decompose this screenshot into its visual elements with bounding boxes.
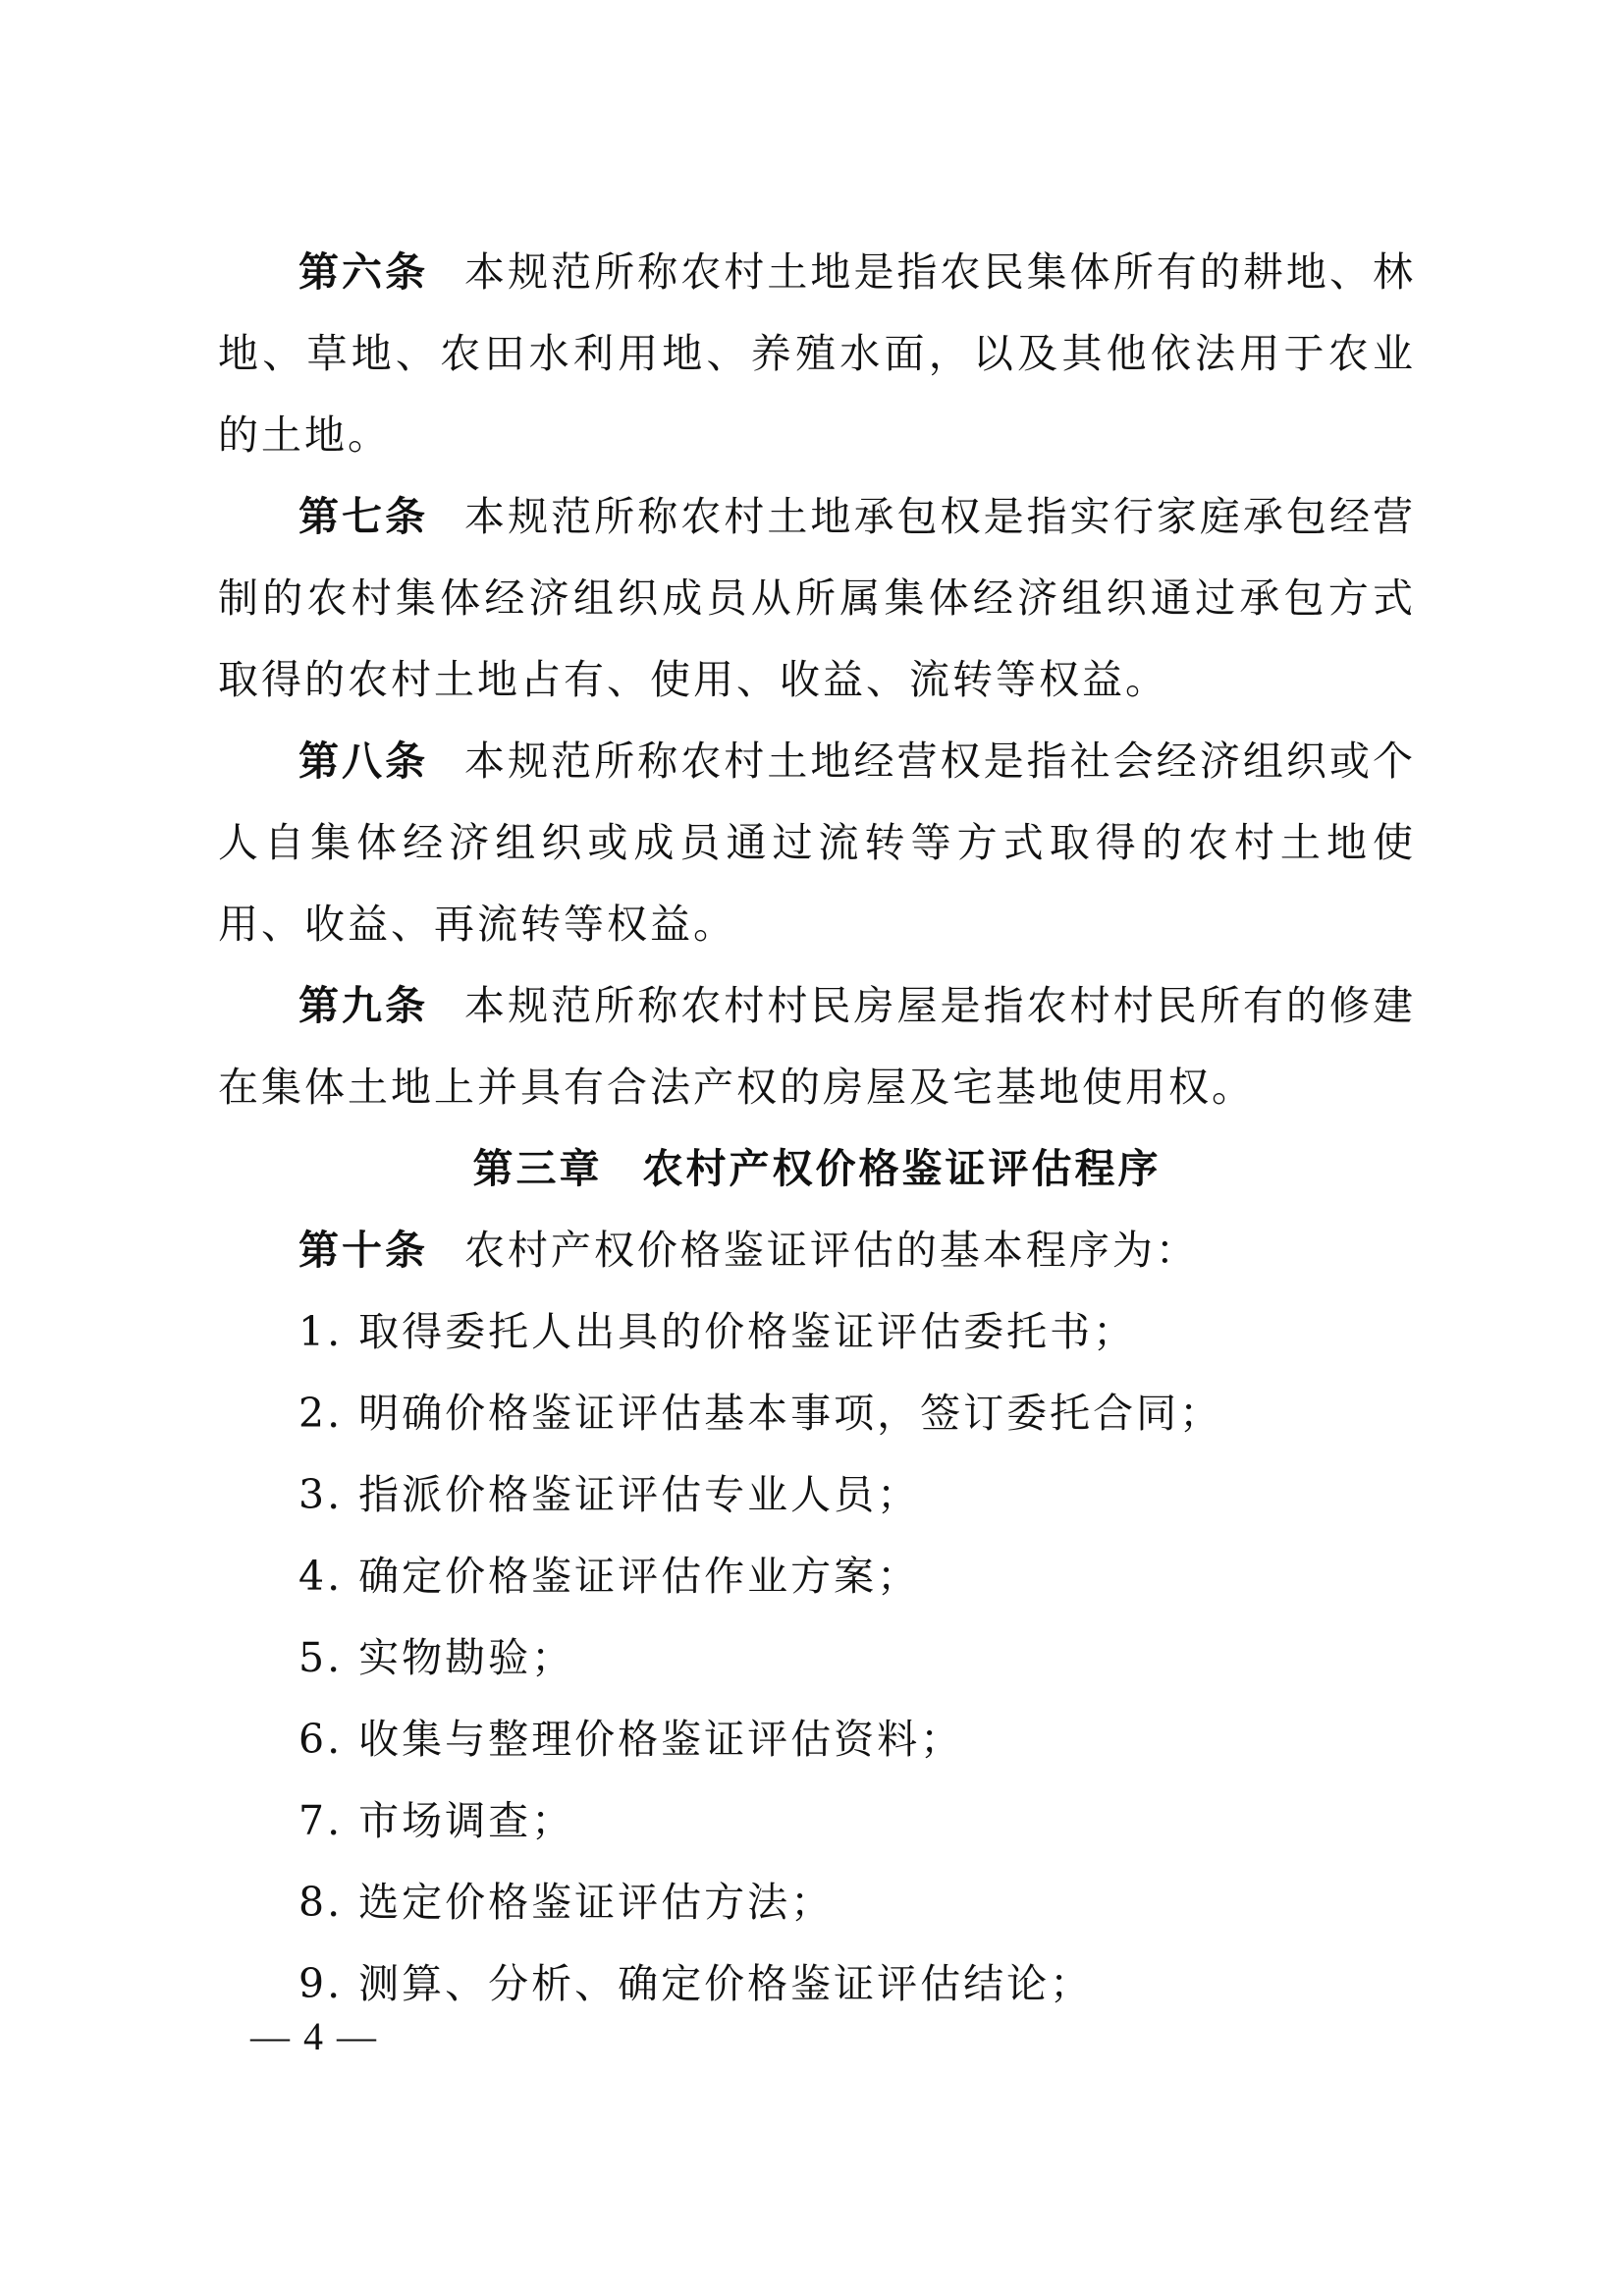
chapter-heading xyxy=(218,1128,1416,1210)
article-label: 第十条 xyxy=(298,1227,428,1274)
article-text: 本规范所称农村土地承包权是指实行家庭承包经营制的农村集体经济组织成员从所属集体经济组织通过承包方式取得的农村土地占有、使用、收益、流转等权益。 xyxy=(218,493,1416,703)
article-label: 第七条 xyxy=(298,493,429,540)
article-text: 本规范所称农村村民房屋是指农村村民所有的修建在集体土地上并具有合法产权的房屋及宅基地使用权。 xyxy=(218,982,1416,1111)
article-8 xyxy=(218,721,1416,965)
page-body xyxy=(218,232,1416,2025)
article-9 xyxy=(218,965,1416,1128)
article-text: 本规范所称农村土地是指农民集体所有的耕地、林地、草地、农田水利用地、养殖水面，以及其他依法用于农业的土地。 xyxy=(218,248,1416,459)
list-item: 1. 取得委托人出具的价格鉴证评估委托书； xyxy=(298,1308,1137,1355)
list-item: 7. 市场调查； xyxy=(298,1797,575,1844)
list-item: 8. 选定价格鉴证评估方法； xyxy=(298,1879,835,1926)
article-text: 本规范所称农村土地经营权是指社会经济组织或个人自集体经济组织或成员通过流转等方式取得的农村土地使用、收益、再流转等权益。 xyxy=(218,738,1416,948)
article-6 xyxy=(218,232,1416,476)
chapter-number: 第三章 xyxy=(472,1145,603,1192)
list-item: 9. 测算、分析、确定价格鉴证评估结论； xyxy=(298,1960,1094,2007)
list-item: 2. 明确价格鉴证评估基本事项，签订委托合同； xyxy=(298,1390,1223,1437)
article-10 xyxy=(218,1210,1416,1291)
procedure-steps xyxy=(218,1291,1416,2025)
list-item: 3. 指派价格鉴证评估专业人员； xyxy=(298,1471,921,1518)
article-label: 第六条 xyxy=(298,248,429,296)
list-item: 6. 收集与整理价格鉴证评估资料； xyxy=(298,1716,964,1763)
list-item: 5. 实物勘验； xyxy=(298,1634,575,1681)
article-7 xyxy=(218,476,1416,721)
chapter-title: 农村产权价格鉴证评估程序 xyxy=(642,1145,1162,1192)
article-label: 第九条 xyxy=(298,982,429,1029)
page-number: — 4 — xyxy=(250,2014,378,2058)
article-text: 农村产权价格鉴证评估的基本程序为： xyxy=(463,1227,1199,1274)
list-item: 4. 确定价格鉴证评估作业方案； xyxy=(298,1553,921,1600)
article-label: 第八条 xyxy=(298,738,429,785)
